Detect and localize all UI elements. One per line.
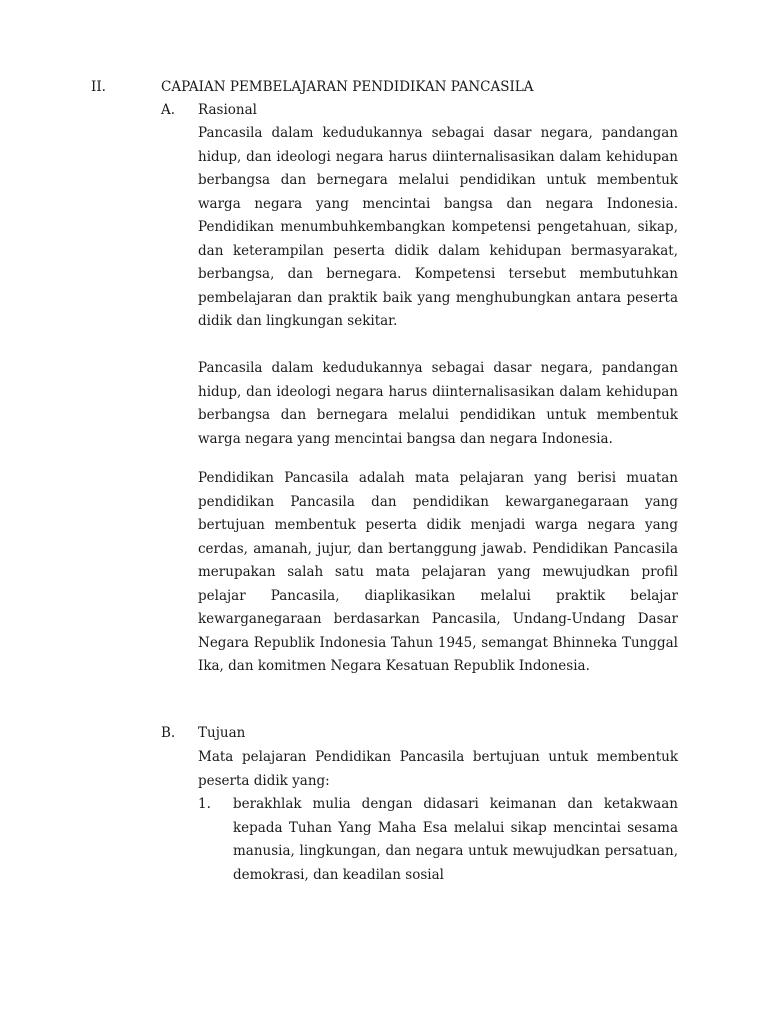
- list-item-number: 1.: [198, 796, 211, 812]
- section-a-letter: A.: [161, 102, 176, 118]
- rasional-paragraph-3: Pendidikan Pancasila adalah mata pelajaran yang berisi muatan pendidikan Pancasila dan pendidikan kewarganegaraan yang bertujuan membentuk peserta didik menjadi warga negara yang cerdas, amanah, jujur, dan bertanggung jawab. Pendidikan Pancasila merupakan salah satu mata pelajaran yang mewujudkan profil pelajar Pancasila, diaplikasikan melalui praktik belajar kewarganegaraan berdasarkan Pancasila, Undang-Undang Dasar Negara Republik Indonesia Tahun 1945, semangat Bhinneka Tunggal Ika, dan komitmen Negara Kesatuan Republik Indonesia.: [198, 470, 678, 674]
- section-a-title: Rasional: [198, 102, 257, 118]
- rasional-paragraph-2: Pancasila dalam kedudukannya sebagai dasar negara, pandangan hidup, dan ideologi negara harus diinternalisasikan dalam kehidupan berbangsa dan bernegara melalui pendidikan untuk membentuk warga negara yang mencintai bangsa dan negara Indonesia.: [198, 360, 678, 447]
- list-item-text: berakhlak mulia dengan didasari keimanan dan ketakwaan kepada Tuhan Yang Maha Esa melalui sikap mencintai sesama manusia, lingkungan, dan negara untuk mewujudkan persatuan, demokrasi, dan keadilan sosial: [233, 796, 678, 883]
- tujuan-intro: Mata pelajaran Pendidikan Pancasila bertujuan untuk membentuk peserta didik yang:: [198, 749, 678, 789]
- chapter-title: CAPAIAN PEMBELAJARAN PENDIDIKAN PANCASILA: [161, 79, 534, 95]
- section-b-title: Tujuan: [198, 725, 246, 741]
- rasional-paragraph-1: Pancasila dalam kedudukannya sebagai dasar negara, pandangan hidup, dan ideologi negara harus diinternalisasikan dalam kehidupan berbangsa dan bernegara melalui pendidikan untuk membentuk warga negara yang mencintai bangsa dan negara Indonesia. Pendidikan menumbuhkembangkan kompetensi pengetahuan, sikap, dan keterampilan peserta didik dalam kehidupan bermasyarakat, berbangsa, dan bernegara. Kompetensi tersebut membutuhkan pembelajaran dan praktik baik yang menghubungkan antara peserta didik dan lingkungan sekitar.: [198, 125, 678, 329]
- chapter-number: II.: [91, 79, 106, 95]
- section-b-letter: B.: [161, 725, 176, 741]
